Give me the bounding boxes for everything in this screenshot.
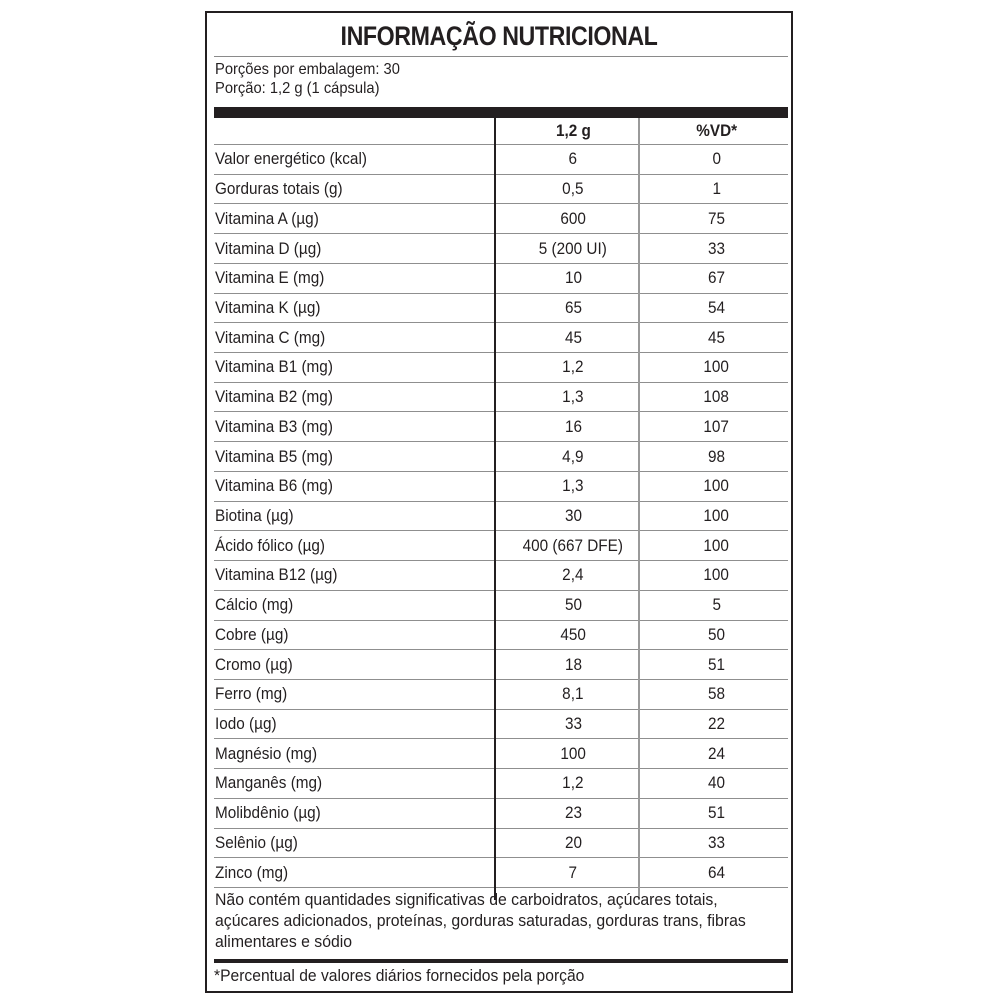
nutrient-name: Gorduras totais (g) [215, 179, 343, 199]
table-row [214, 710, 788, 740]
nutrient-daily-value: 51 [707, 803, 726, 823]
nutrient-amount: 6 [568, 149, 578, 169]
nutrient-name: Vitamina B12 (µg) [215, 565, 338, 585]
nutrient-name: Cromo (µg) [215, 654, 293, 674]
nutrient-amount: 10 [564, 268, 582, 288]
nutrient-daily-value: 40 [707, 773, 726, 793]
nutrient-daily-value: 5 [712, 595, 721, 615]
table-row [214, 502, 788, 532]
table-row [214, 234, 788, 264]
nutrient-name: Ferro (mg) [215, 684, 288, 704]
nutrient-amount: 1,3 [562, 387, 584, 407]
nutrient-daily-value: 0 [712, 149, 721, 169]
serving-info [215, 60, 400, 98]
nutrient-daily-value: 45 [707, 327, 726, 347]
nutrient-name: Vitamina B6 (mg) [215, 476, 333, 496]
nutrient-table [214, 118, 788, 888]
nutrient-daily-value: 33 [707, 832, 726, 852]
nutrient-daily-value: 54 [707, 297, 726, 317]
nutrient-amount: 45 [564, 327, 582, 347]
table-row [214, 442, 788, 472]
nutrient-name: Vitamina C (mg) [215, 327, 326, 347]
nutrient-daily-value: 1 [712, 179, 721, 199]
nutrient-amount: 2,4 [562, 565, 584, 585]
serving-size: Porção: 1,2 g (1 cápsula) [215, 80, 380, 97]
nutrient-name: Selênio (µg) [215, 832, 298, 852]
table-row [214, 561, 788, 591]
nutrient-amount: 5 (200 UI) [538, 238, 608, 258]
nutrient-daily-value: 100 [703, 565, 730, 585]
nutrient-daily-value: 33 [707, 238, 726, 258]
table-row [214, 175, 788, 205]
servings-per-package: Porções por embalagem: 30 [215, 61, 400, 78]
table-header-row [214, 118, 788, 145]
column-divider-1 [494, 118, 496, 900]
header-black-bar [214, 107, 788, 118]
nutrient-amount: 400 (667 DFE) [522, 535, 624, 555]
nutrient-daily-value: 98 [707, 446, 726, 466]
nutrient-daily-value: 108 [703, 387, 730, 407]
table-row [214, 383, 788, 413]
nutrient-daily-value: 75 [707, 208, 726, 228]
nutrient-amount: 20 [564, 832, 582, 852]
nutrient-name: Vitamina B5 (mg) [215, 446, 333, 466]
nutrient-name: Manganês (mg) [215, 773, 323, 793]
nutrient-amount: 100 [560, 743, 586, 763]
nutrient-amount: 7 [568, 862, 578, 882]
label-title: INFORMAÇÃO NUTRICIONAL [340, 21, 658, 51]
nutrient-amount: 4,9 [562, 446, 584, 466]
table-row [214, 353, 788, 383]
column-header-amount: 1,2 g [555, 121, 591, 140]
table-row [214, 412, 788, 442]
table-row [214, 531, 788, 561]
nutrition-facts-label [205, 11, 793, 993]
nutrient-name: Biotina (µg) [215, 505, 294, 525]
column-divider-2 [638, 118, 640, 900]
table-row [214, 204, 788, 234]
table-row [214, 145, 788, 175]
nutrient-name: Molibdênio (µg) [215, 803, 321, 823]
nutrient-name: Vitamina B2 (mg) [215, 387, 333, 407]
table-row [214, 769, 788, 799]
nutrient-name: Vitamina B3 (mg) [215, 416, 333, 436]
nutrient-name: Zinco (mg) [215, 862, 289, 882]
table-row [214, 829, 788, 859]
column-header-nutrient [214, 118, 502, 144]
nutrient-daily-value: 107 [703, 416, 730, 436]
table-row [214, 739, 788, 769]
nutrient-daily-value: 100 [703, 535, 730, 555]
nutrient-amount: 1,2 [562, 773, 584, 793]
table-row [214, 680, 788, 710]
table-row [214, 650, 788, 680]
nutrient-daily-value: 50 [707, 624, 726, 644]
nutrient-amount: 33 [564, 714, 582, 734]
nutrient-name: Vitamina B1 (mg) [215, 357, 333, 377]
daily-value-disclaimer: *Percentual de valores diários fornecidos pela porção [214, 966, 585, 985]
nutrient-name: Valor energético (kcal) [215, 149, 367, 169]
nutrient-daily-value: 100 [703, 357, 730, 377]
nutrient-amount: 30 [564, 505, 582, 525]
nutrient-amount: 1,2 [562, 357, 584, 377]
nutrient-name: Vitamina A (µg) [215, 208, 319, 228]
nutrient-daily-value: 64 [707, 862, 726, 882]
nutrient-amount: 16 [564, 416, 582, 436]
nutrient-amount: 8,1 [562, 684, 584, 704]
table-row [214, 323, 788, 353]
nutrient-amount: 18 [564, 654, 582, 674]
nutrient-name: Cálcio (mg) [215, 595, 294, 615]
nutrient-amount: 600 [560, 208, 586, 228]
nutrient-amount: 1,3 [562, 476, 584, 496]
table-row [214, 472, 788, 502]
nutrient-amount: 450 [560, 624, 586, 644]
nutrient-daily-value: 58 [707, 684, 726, 704]
footer-thick-divider [214, 959, 788, 963]
nutrient-daily-value: 100 [703, 505, 730, 525]
title-divider [214, 56, 788, 57]
table-row [214, 264, 788, 294]
nutrient-daily-value: 22 [707, 714, 726, 734]
nutrient-name: Ácido fólico (µg) [215, 535, 326, 555]
nutrient-amount: 65 [564, 297, 582, 317]
table-row [214, 858, 788, 888]
nutrient-amount: 0,5 [562, 179, 584, 199]
nutrient-amount: 50 [564, 595, 582, 615]
nutrient-name: Vitamina D (µg) [215, 238, 322, 258]
nutrient-daily-value: 24 [707, 743, 726, 763]
nutrient-amount: 23 [564, 803, 582, 823]
nutrient-name: Vitamina E (mg) [215, 268, 325, 288]
table-row [214, 621, 788, 651]
nutrient-daily-value: 67 [707, 268, 726, 288]
nutrient-name: Cobre (µg) [215, 624, 289, 644]
column-header-daily-value: %VD* [696, 121, 737, 140]
table-row [214, 591, 788, 621]
nutrient-name: Iodo (µg) [215, 714, 277, 734]
not-significant-note: Não contém quantidades significativas de carboidratos, açúcares totais, açúcares adicionados, proteínas, gorduras saturadas, gorduras trans, fibras alimentares e sódio [215, 890, 746, 951]
table-row [214, 799, 788, 829]
nutrient-daily-value: 100 [703, 476, 730, 496]
nutrient-name: Vitamina K (µg) [215, 297, 321, 317]
nutrient-name: Magnésio (mg) [215, 743, 318, 763]
table-row [214, 294, 788, 324]
nutrient-daily-value: 51 [707, 654, 726, 674]
